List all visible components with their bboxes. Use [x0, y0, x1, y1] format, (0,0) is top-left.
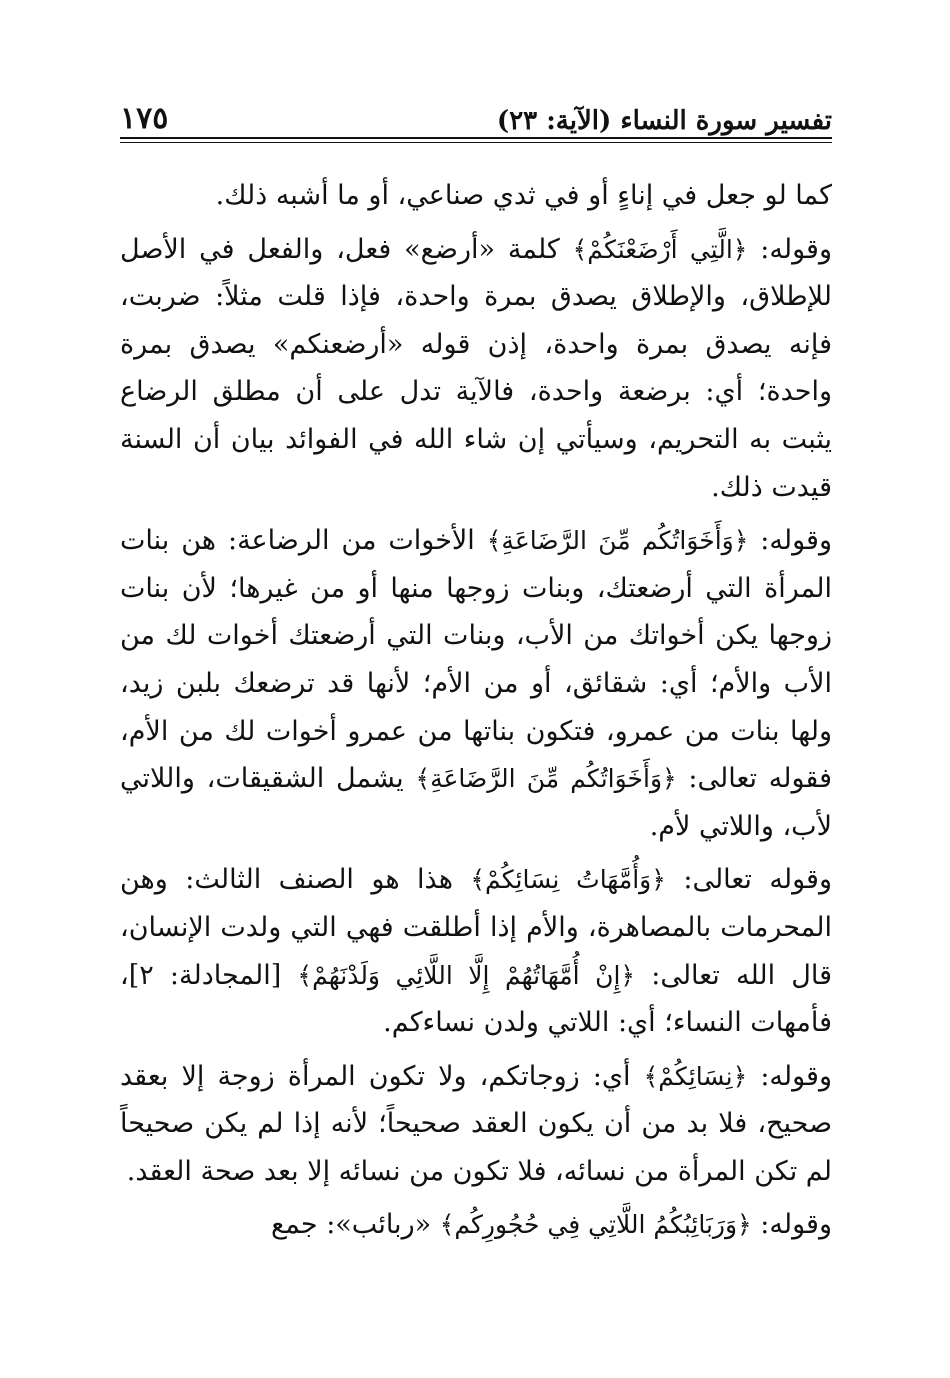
- quran-quote: ﴿الَّتِي أَرْضَعْنَكُمْ﴾: [572, 234, 748, 264]
- text-run: يشمل الشقيقات، واللاتي لأب، واللاتي لأم.: [120, 763, 832, 842]
- text-run: كما لو جعل في إناءٍ أو في ثدي صناعي، أو ما أشبه ذلك.: [215, 180, 832, 211]
- chapter-title: تفسير سورة النساء (الآية: ٢٣): [496, 106, 832, 136]
- text-run: كلمة «أرضع» فعل، والفعل في الأصل للإطلاق، والإطلاق يصدق بمرة واحدة، فإذا قلت مثلاً: ضربت، فإنه يصدق بمرة واحدة، إذن قوله «أرضعنكم» يصدق بمرة واحدة؛ أي: برضعة واحدة، فالآية تدل على أن مطلق الرضاع يثبت به التحريم، وسيأتي إن شاء الله في الفوائد بيان أن السنة قيدت ذلك.: [120, 233, 832, 503]
- paragraph: [120, 226, 832, 512]
- paragraph: [120, 856, 832, 1046]
- text-run: هذا هو الصنف الثالث: وهن المحرمات بالمصاهرة، والأم إذا أطلقت فهي التي ولدت الإنسان، قال الله تعالى:: [120, 864, 833, 991]
- quran-quote: ﴿نِسَائِكُمْ﴾: [643, 1061, 748, 1091]
- paragraph: [120, 517, 832, 850]
- text-run: وقوله تعالى:: [665, 864, 832, 896]
- quran-quote: ﴿وَأَخَوَاتُكُم مِّنَ الرَّضَاعَةِ﴾: [486, 526, 749, 556]
- text-run: أي: زوجاتكم، ولا تكون المرأة زوجة إلا بعقد صحيح، فلا بد من أن يكون العقد صحيحاً؛ لأنه إذا لم يكن صحيحاً لم تكن المرأة من نسائه، فلا تكون من نسائه إلا بعد صحة العقد.: [120, 1060, 832, 1187]
- paragraph: [120, 1053, 832, 1196]
- running-header: [120, 96, 832, 142]
- quran-quote: ﴿وَأَخَوَاتُكُم مِّنَ الرَّضَاعَةِ﴾: [415, 764, 677, 794]
- text-run: «ربائب»: جمع: [270, 1209, 440, 1241]
- text-run: الأخوات من الرضاعة: هن بنات المرأة التي أرضعتك، وبنات زوجها منها أو من غيرها؛ لأن بنات زوجها يكن أخواتك من الأب، وبنات التي أرضعتك أخوات لك من الأب والأم؛ أي: شقائق، أو من الأم؛ لأنها قد ترضعك بلبن زيد، ولها بنات من عمرو، فتكون بناتها من عمرو أخوات لك من الأم، فقوله تعالى:: [120, 525, 832, 795]
- quran-quote: ﴿إِنْ أُمَّهَاتُهُمْ إِلَّا اللَّائِي وَلَدْنَهُمْ﴾: [297, 960, 636, 990]
- paragraph: [120, 172, 832, 220]
- text-run: [المجادلة: ٢]، فأمهات النساء؛ أي: اللاتي ولدن نساءكم.: [120, 959, 832, 1039]
- text-run: وقوله:: [751, 1209, 832, 1241]
- text-run: وقوله:: [748, 525, 832, 557]
- paragraph: [120, 1201, 832, 1249]
- text-run: وقوله:: [747, 1060, 833, 1092]
- header-rule: [120, 137, 832, 139]
- body-text: [120, 172, 832, 1249]
- page-number: ١٧٥: [120, 101, 169, 136]
- header-rule-thin: [120, 142, 832, 143]
- quran-quote: ﴿وَأُمَّهَاتُ نِسَائِكُمْ﴾: [470, 865, 666, 895]
- text-run: وقوله:: [747, 233, 832, 265]
- quran-quote: ﴿وَرَبَائِبُكُمُ اللَّاتِي فِي حُجُورِكُم﴾: [439, 1210, 752, 1240]
